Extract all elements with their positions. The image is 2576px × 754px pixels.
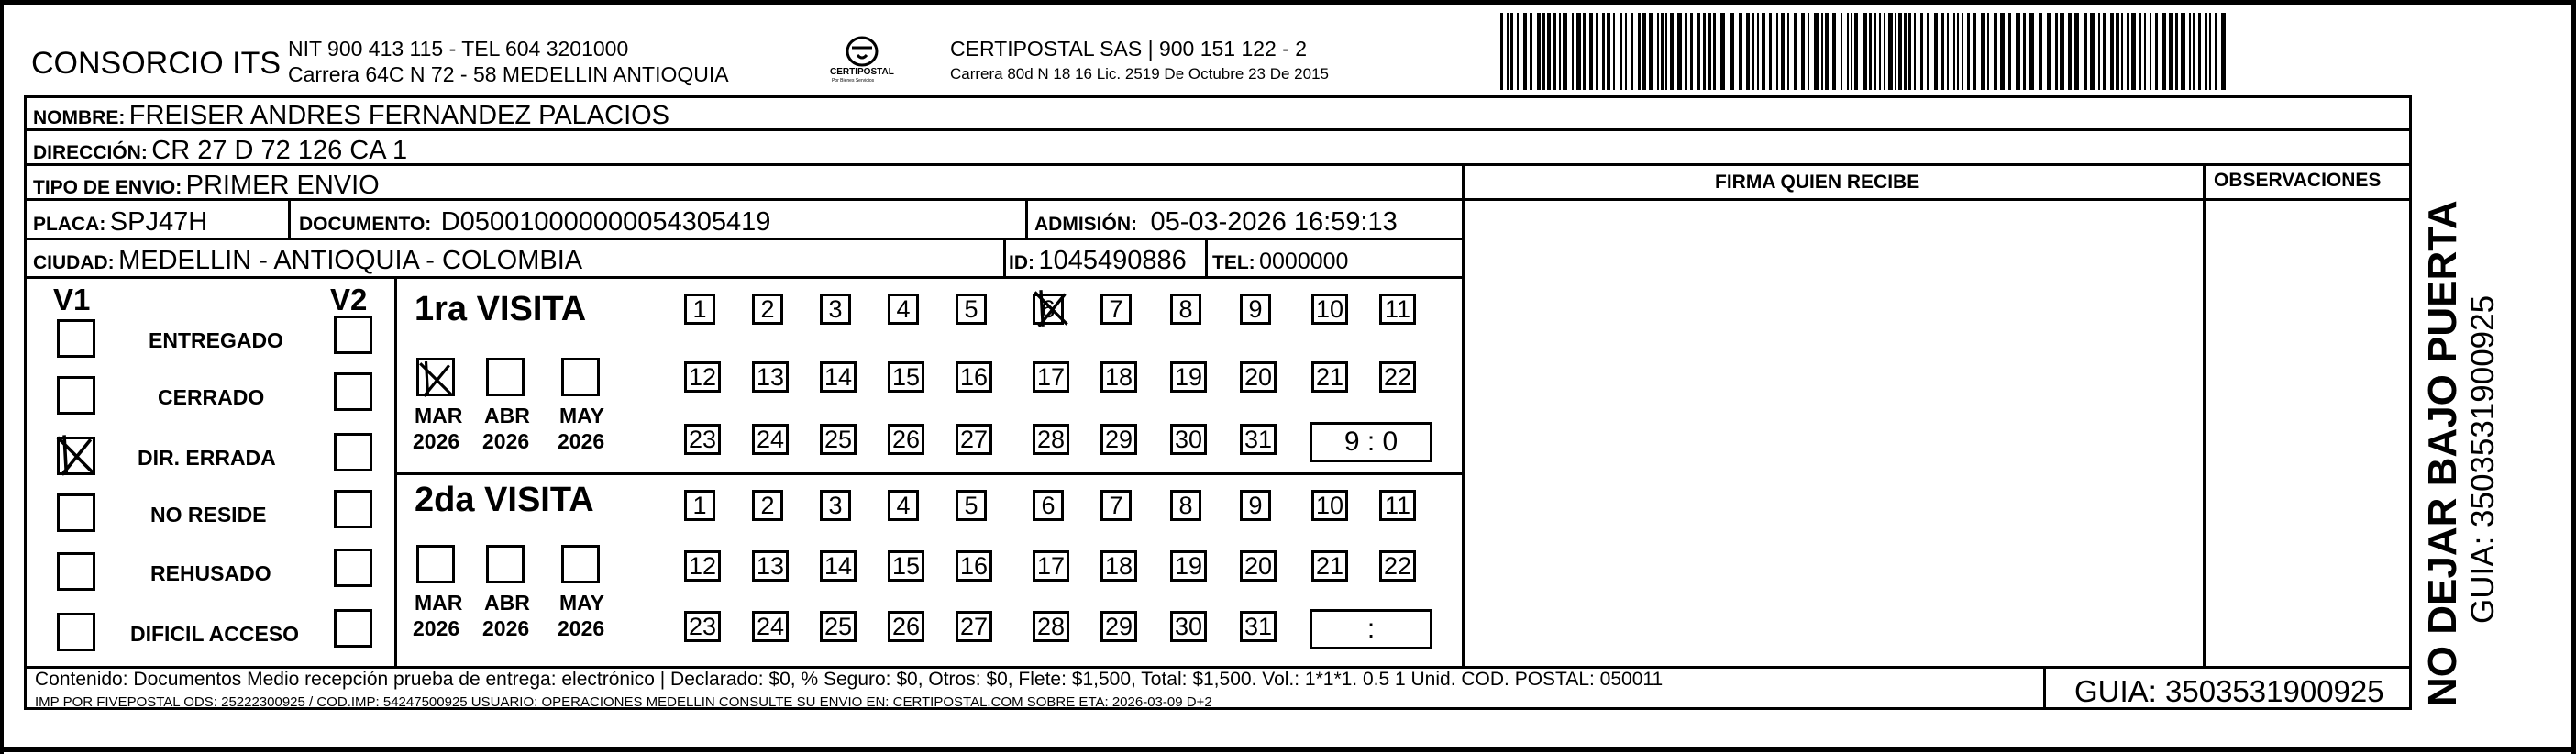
tel-row <box>1212 250 1348 273</box>
day-box[interactable]: 13 <box>752 361 789 393</box>
day-box[interactable]: 5 <box>956 490 987 521</box>
day-box[interactable]: 18 <box>1100 361 1137 393</box>
day-box[interactable]: 9 <box>1240 294 1271 325</box>
day-box[interactable]: 9 <box>1240 490 1271 521</box>
day-box[interactable]: 6 <box>1033 294 1064 325</box>
status-label: REHUSADO <box>150 561 271 585</box>
day-box[interactable]: 31 <box>1240 424 1277 455</box>
v1-checkbox[interactable] <box>57 552 95 591</box>
check-mark-icon <box>416 360 455 398</box>
documento-row <box>299 209 770 236</box>
day-box[interactable]: 28 <box>1033 611 1069 642</box>
v2-checkbox[interactable] <box>334 490 372 528</box>
month-label: ABR <box>484 404 530 427</box>
day-box[interactable]: 29 <box>1100 611 1137 642</box>
tipo-value: PRIMER ENVIO <box>185 171 380 200</box>
day-box[interactable]: 3 <box>820 294 851 325</box>
day-box[interactable]: 24 <box>752 424 789 455</box>
day-box[interactable]: 17 <box>1033 361 1069 393</box>
day-box[interactable]: 24 <box>752 611 789 642</box>
day-box[interactable]: 15 <box>888 550 924 582</box>
year-label: 2026 <box>482 429 530 453</box>
time-box[interactable]: 9 : 0 <box>1310 422 1432 462</box>
top-border <box>0 0 2576 5</box>
day-box[interactable]: 8 <box>1170 294 1201 325</box>
ciudad-label: CIUDAD: <box>33 252 115 273</box>
day-box[interactable]: 16 <box>956 550 992 582</box>
day-box[interactable]: 17 <box>1033 550 1069 582</box>
company-address: Carrera 64C N 72 - 58 MEDELLIN ANTIOQUIA <box>288 62 729 86</box>
day-box[interactable]: 27 <box>956 611 992 642</box>
day-box[interactable]: 26 <box>888 424 924 455</box>
day-box[interactable]: 21 <box>1311 550 1348 582</box>
id-value: 1045490886 <box>1038 246 1187 275</box>
nombre-label: NOMBRE: <box>33 107 126 128</box>
v1-checkbox[interactable] <box>57 613 95 651</box>
month-label: MAY <box>559 404 604 427</box>
year-label: 2026 <box>558 616 605 640</box>
tel-label: TEL: <box>1212 252 1255 273</box>
day-box[interactable]: 19 <box>1170 550 1207 582</box>
day-box[interactable]: 4 <box>888 294 919 325</box>
day-box[interactable]: 29 <box>1100 424 1137 455</box>
status-label: ENTREGADO <box>149 328 283 352</box>
day-box[interactable]: 7 <box>1100 294 1132 325</box>
observaciones-header: OBSERVACIONES <box>2214 170 2382 191</box>
day-box[interactable]: 4 <box>888 490 919 521</box>
month-checkbox[interactable] <box>561 358 600 396</box>
nombre-row <box>33 103 669 129</box>
month-label: MAY <box>559 591 604 615</box>
left-border <box>0 0 4 754</box>
day-box[interactable]: 25 <box>820 424 857 455</box>
visit1-title: 1ra VISITA <box>415 290 587 328</box>
v1-checkbox[interactable] <box>57 493 95 532</box>
check-mark-icon <box>1031 288 1071 328</box>
footer-imp: IMP POR FIVEPOSTAL ODS: 25222300925 / COD.IMP: 54247500925 USUARIO: OPERACIONES MEDELLIN CONSULTE SU ENVIO EN: CERTIPOSTAL.COM SOBRE ETA: 2026-03-09 D+2 <box>35 694 1212 710</box>
bottom-border <box>0 747 2576 752</box>
v2-checkbox[interactable] <box>334 433 372 471</box>
check-mark-icon <box>53 433 97 477</box>
day-box[interactable]: 11 <box>1379 294 1416 325</box>
day-box[interactable]: 13 <box>752 550 789 582</box>
side-guia: GUIA: 3503531900925 <box>2465 294 2501 624</box>
day-box[interactable]: 22 <box>1379 361 1416 393</box>
day-box[interactable]: 16 <box>956 361 992 393</box>
status-label: CERRADO <box>158 385 265 409</box>
v1-checkbox[interactable] <box>57 319 95 358</box>
day-box[interactable]: 10 <box>1311 294 1348 325</box>
documento-value: D050010000000054305419 <box>440 207 771 237</box>
visit2-title: 2da VISITA <box>415 481 594 519</box>
day-box[interactable]: 11 <box>1379 490 1416 521</box>
company-nit: NIT 900 413 115 - TEL 604 3201000 <box>288 37 629 61</box>
day-box[interactable]: 2 <box>752 294 783 325</box>
year-label: 2026 <box>413 616 460 640</box>
footer-contenido: Contenido: Documentos Medio recepción prueba de entrega: electrónico | Declarado: $0, % Seguro: $0, Otros: $0, Flete: $1,500, Total: $1,500. Vol.: 1*1*1. 0.5 1 Unid. COD. POSTAL: 050011 <box>35 669 1664 690</box>
direccion-label: DIRECCIÓN: <box>33 142 148 163</box>
month-checkbox[interactable] <box>486 358 525 396</box>
day-box[interactable]: 30 <box>1170 424 1207 455</box>
ciudad-row <box>33 248 582 274</box>
company-name: CONSORCIO ITS <box>31 46 282 81</box>
v2-checkbox[interactable] <box>334 316 372 354</box>
main-form <box>24 95 2412 710</box>
day-box[interactable]: 14 <box>820 550 857 582</box>
day-box[interactable]: 3 <box>820 490 851 521</box>
year-label: 2026 <box>413 429 460 453</box>
day-box[interactable]: 7 <box>1100 490 1132 521</box>
day-box[interactable]: 26 <box>888 611 924 642</box>
day-box[interactable]: 30 <box>1170 611 1207 642</box>
carrier-address: Carrera 80d N 18 16 Lic. 2519 De Octubre 23 De 2015 <box>950 65 1329 83</box>
day-box[interactable]: 6 <box>1033 490 1064 521</box>
day-box[interactable]: 27 <box>956 424 992 455</box>
v2-checkbox[interactable] <box>334 609 372 648</box>
day-box[interactable]: 12 <box>684 550 721 582</box>
status-label: DIFICIL ACCESO <box>130 622 300 646</box>
time-box[interactable]: : <box>1310 609 1432 649</box>
day-box[interactable]: 12 <box>684 361 721 393</box>
nombre-value: FREISER ANDRES FERNANDEZ PALACIOS <box>128 101 670 130</box>
v2-checkbox[interactable] <box>334 549 372 587</box>
day-box[interactable]: 1 <box>684 490 715 521</box>
day-box[interactable]: 20 <box>1240 550 1277 582</box>
logo-text: CERTIPOSTAL <box>830 67 894 77</box>
day-box[interactable]: 15 <box>888 361 924 393</box>
day-box[interactable]: 23 <box>684 611 721 642</box>
status-label: NO RESIDE <box>150 503 267 527</box>
day-box[interactable]: 5 <box>956 294 987 325</box>
day-box[interactable]: 28 <box>1033 424 1069 455</box>
tipo-row <box>33 172 380 199</box>
admision-row <box>1034 209 1398 236</box>
v1-label: V1 <box>53 283 91 316</box>
footer-guia: GUIA: 3503531900925 <box>2074 674 2384 708</box>
day-box[interactable]: 8 <box>1170 490 1201 521</box>
side-panel <box>2417 73 2501 712</box>
month-checkbox[interactable] <box>486 545 525 583</box>
day-box[interactable]: 31 <box>1240 611 1277 642</box>
day-box[interactable]: 18 <box>1100 550 1137 582</box>
day-box[interactable]: 19 <box>1170 361 1207 393</box>
month-label: MAR <box>415 591 463 615</box>
v2-checkbox[interactable] <box>334 372 372 411</box>
tel-value: 0000000 <box>1259 249 1349 274</box>
day-box[interactable]: 25 <box>820 611 857 642</box>
day-box[interactable]: 20 <box>1240 361 1277 393</box>
v1-checkbox[interactable] <box>57 376 95 415</box>
documento-label: DOCUMENTO: <box>299 214 432 235</box>
barcode <box>1500 13 2228 90</box>
day-box[interactable]: 2 <box>752 490 783 521</box>
placa-value: SPJ47H <box>109 207 208 237</box>
direccion-row <box>33 138 407 164</box>
tipo-label: TIPO DE ENVIO: <box>33 177 182 198</box>
month-label: ABR <box>484 591 530 615</box>
year-label: 2026 <box>558 429 605 453</box>
month-checkbox[interactable] <box>561 545 600 583</box>
firma-header: FIRMA QUIEN RECIBE <box>1715 172 1920 193</box>
logo-subtext: Por Bienes Servicios <box>832 78 875 83</box>
carrier-name: CERTIPOSTAL SAS | 900 151 122 - 2 <box>950 37 1308 61</box>
id-label: ID: <box>1009 252 1034 273</box>
admision-label: ADMISIÓN: <box>1034 214 1137 235</box>
year-label: 2026 <box>482 616 530 640</box>
day-box[interactable]: 23 <box>684 424 721 455</box>
admision-value: 05-03-2026 16:59:13 <box>1150 207 1398 237</box>
v2-label: V2 <box>330 283 368 316</box>
id-row <box>1009 248 1187 274</box>
direccion-value: CR 27 D 72 126 CA 1 <box>151 136 408 165</box>
ciudad-value: MEDELLIN - ANTIOQUIA - COLOMBIA <box>118 246 583 275</box>
month-label: MAR <box>415 404 463 427</box>
day-box[interactable]: 10 <box>1311 490 1348 521</box>
day-box[interactable]: 14 <box>820 361 857 393</box>
side-warning: NO DEJAR BAJO PUERTA <box>2420 200 2465 706</box>
placa-label: PLACA: <box>33 214 106 235</box>
day-box[interactable]: 1 <box>684 294 715 325</box>
right-border <box>2571 0 2576 754</box>
day-box[interactable]: 21 <box>1311 361 1348 393</box>
status-label: DIR. ERRADA <box>138 446 276 470</box>
month-checkbox[interactable] <box>416 545 455 583</box>
day-box[interactable]: 22 <box>1379 550 1416 582</box>
placa-row <box>33 209 207 236</box>
